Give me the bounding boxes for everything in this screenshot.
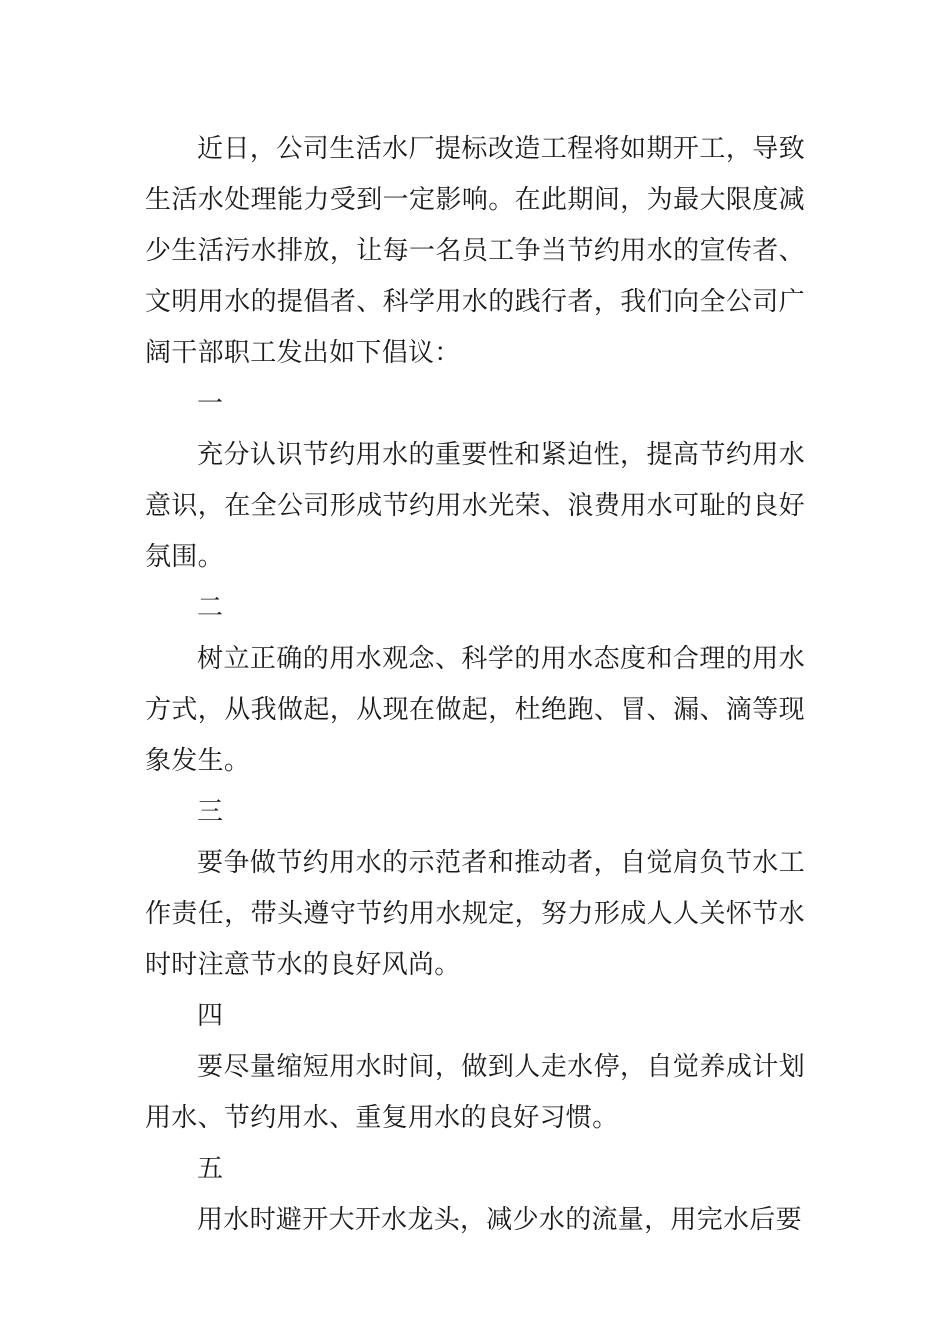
- item-text-3: 要争做节约用水的示范者和推动者，自觉肩负节水工作责任，带头遵守节约用水规定，努力形成人人关怀节水时时注意节水的良好风尚。: [145, 848, 805, 980]
- item-number-1: 一: [197, 389, 224, 419]
- item-text-2: 树立正确的用水观念、科学的用水态度和合理的用水方式，从我做起，从现在做起，杜绝跑、冒、漏、滴等现象发生。: [145, 644, 805, 776]
- item-number-2: 二: [197, 593, 224, 623]
- intro-paragraph: 近日，公司生活水厂提标改造工程将如期开工，导致生活水处理能力受到一定影响。在此期间，为最大限度减少生活污水排放，让每一名员工争当节约用水的宣传者、文明用水的提倡者、科学用水的践行者，我们向全公司广阔干部职工发出如下倡议：: [145, 134, 805, 368]
- document-body: [145, 124, 805, 1246]
- item-number-3: 三: [197, 797, 224, 827]
- item-text-4: 要尽量缩短用水时间，做到人走水停，自觉养成计划用水、节约用水、重复用水的良好习惯。: [145, 1052, 805, 1133]
- item-text-5: 用水时避开大开水龙头，减少水的流量，用完水后要: [197, 1205, 802, 1235]
- item-text-1: 充分认识节约用水的重要性和紧迫性，提高节约用水意识，在全公司形成节约用水光荣、浪费用水可耻的良好氛围。: [145, 440, 805, 572]
- item-number-5: 五: [197, 1154, 224, 1184]
- item-number-4: 四: [197, 1001, 224, 1031]
